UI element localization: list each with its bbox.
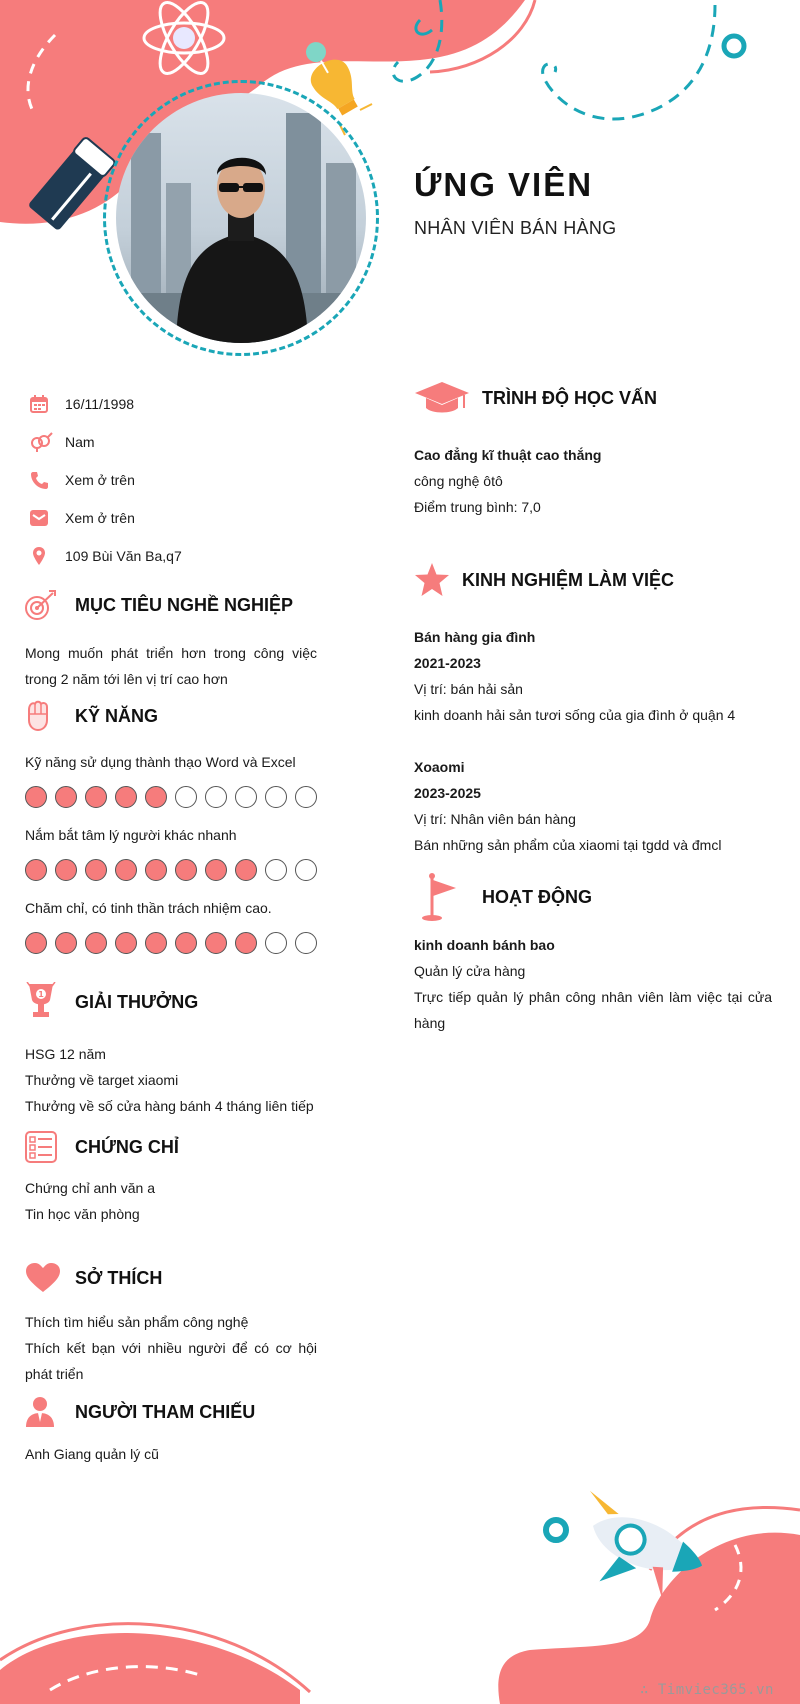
rating-dot-filled — [25, 859, 47, 881]
job-company: Bán hàng gia đình — [414, 629, 536, 645]
hobbies-list — [25, 1309, 317, 1387]
list-item: Thưởng về target xiaomi — [25, 1072, 179, 1088]
certificates-list — [25, 1175, 155, 1227]
job-description: Bán những sản phẩm của xiaomi tại tgdd và đmcl — [414, 837, 722, 853]
experience-job-2 — [414, 754, 721, 858]
activities-title: HOẠT ĐỘNG — [482, 886, 592, 907]
list-item: Thích kết bạn với nhiều người để có cơ hội phát triển — [25, 1340, 317, 1382]
awards-title: GIẢI THƯỞNG — [75, 991, 199, 1012]
section-objective-header — [25, 590, 293, 620]
trophy-icon — [25, 982, 75, 1022]
skill-rating-3 — [25, 932, 317, 954]
info-phone: Xem ở trên — [25, 461, 325, 499]
gender-icon — [25, 432, 65, 452]
rating-dot-empty — [295, 859, 317, 881]
list-item: Tin học văn phòng — [25, 1206, 140, 1222]
svg-text:1: 1 — [38, 990, 44, 999]
rating-dot-filled — [85, 932, 107, 954]
person-icon — [25, 1396, 75, 1428]
hobbies-title: SỞ THÍCH — [75, 1267, 163, 1288]
skill-name-1: Kỹ năng sử dụng thành thạo Word và Excel — [25, 754, 296, 770]
section-education-header — [414, 380, 657, 416]
rating-dot-filled — [55, 859, 77, 881]
candidate-name: ỨNG VIÊN — [414, 166, 594, 203]
skill-rating-1 — [25, 786, 317, 808]
skills-title: KỸ NĂNG — [75, 705, 159, 726]
section-activities-header — [414, 872, 592, 922]
job-company: Xoaomi — [414, 759, 465, 775]
heart-icon — [25, 1262, 75, 1294]
experience-job-1 — [414, 624, 735, 728]
email-icon — [25, 509, 65, 527]
activity-role: Quản lý cửa hàng — [414, 963, 526, 979]
info-address: 109 Bùi Văn Ba,q7 — [25, 537, 325, 575]
section-awards-header — [25, 982, 198, 1022]
references-title: NGƯỜI THAM CHIẾU — [75, 1401, 256, 1422]
info-gender: Nam — [25, 423, 325, 461]
education-major: công nghệ ôtô — [414, 473, 503, 489]
rating-dot-empty — [205, 786, 227, 808]
rating-dot-filled — [55, 932, 77, 954]
calendar-icon — [25, 394, 65, 414]
skill-rating-2 — [25, 859, 317, 881]
profile-photo-frame — [103, 80, 379, 356]
job-position: Vị trí: Nhân viên bán hàng — [414, 811, 576, 827]
job-period: 2023-2025 — [414, 785, 481, 801]
job-period: 2021-2023 — [414, 655, 481, 671]
rating-dot-filled — [145, 786, 167, 808]
experience-title: KINH NGHIỆM LÀM VIỆC — [462, 569, 675, 590]
objective-title: MỤC TIÊU NGHỀ NGHIỆP — [75, 594, 294, 615]
profile-photo — [116, 93, 366, 343]
education-school: Cao đẳng kĩ thuật cao thắng — [414, 447, 602, 463]
rating-dot-filled — [25, 786, 47, 808]
awards-list — [25, 1041, 314, 1119]
rating-dot-filled — [85, 786, 107, 808]
education-details — [414, 442, 601, 520]
section-references-header — [25, 1396, 255, 1428]
rating-dot-filled — [205, 859, 227, 881]
skill-name-2: Nắm bắt tâm lý người khác nhanh — [25, 827, 237, 843]
objective-text: Mong muốn phát triển hơn trong công việc trong 2 năm tới lên vị trí cao hơn — [25, 645, 317, 687]
education-gpa: Điểm trung bình: 7,0 — [414, 499, 541, 515]
education-title: TRÌNH ĐỘ HỌC VẤN — [482, 387, 657, 408]
certificates-title: CHỨNG CHỈ — [75, 1136, 179, 1157]
job-description: kinh doanh hải sản tươi sống của gia đình ở quận 4 — [414, 707, 736, 723]
job-position: Vị trí: bán hải sản — [414, 681, 523, 697]
rating-dot-filled — [115, 859, 137, 881]
rating-dot-filled — [85, 859, 107, 881]
list-item: Chứng chỉ anh văn a — [25, 1180, 156, 1196]
rating-dot-empty — [295, 786, 317, 808]
activities-details — [414, 932, 772, 1036]
section-certificates-header — [25, 1131, 179, 1163]
rating-dot-filled — [175, 932, 197, 954]
flag-icon — [414, 872, 482, 922]
rating-dot-filled — [25, 932, 47, 954]
rating-dot-filled — [115, 932, 137, 954]
activity-name: kinh doanh bánh bao — [414, 937, 555, 953]
info-email: Xem ở trên — [25, 499, 325, 537]
section-experience-header — [414, 562, 674, 598]
graduation-cap-icon — [414, 380, 482, 416]
star-icon — [414, 562, 462, 598]
target-icon — [25, 590, 75, 620]
rating-dot-filled — [115, 786, 137, 808]
info-birthdate: 16/11/1998 — [25, 385, 325, 423]
brand-watermark: ∴ Timviec365.vn — [640, 1682, 774, 1698]
rating-dot-empty — [235, 786, 257, 808]
activity-description: Trực tiếp quản lý phân công nhân viên làm việc tại cửa hàng — [414, 989, 772, 1031]
list-item: Thưởng về số cửa hàng bánh 4 tháng liên tiếp — [25, 1098, 314, 1114]
list-item: Thích tìm hiểu sản phẩm công nghệ — [25, 1314, 249, 1330]
rating-dot-filled — [175, 859, 197, 881]
rating-dot-filled — [55, 786, 77, 808]
rating-dot-filled — [145, 932, 167, 954]
rating-dot-empty — [265, 859, 287, 881]
rating-dot-filled — [145, 859, 167, 881]
location-icon — [25, 546, 65, 566]
checklist-icon — [25, 1131, 75, 1163]
footer-decoration — [0, 1460, 800, 1704]
rating-dot-empty — [265, 932, 287, 954]
phone-icon — [25, 470, 65, 490]
fist-icon — [25, 700, 75, 732]
section-hobbies-header — [25, 1262, 162, 1294]
rating-dot-empty — [295, 932, 317, 954]
rating-dot-filled — [235, 932, 257, 954]
rating-dot-filled — [205, 932, 227, 954]
rating-dot-empty — [175, 786, 197, 808]
rating-dot-filled — [235, 859, 257, 881]
personal-info — [25, 385, 325, 575]
rating-dot-empty — [265, 786, 287, 808]
candidate-role: NHÂN VIÊN BÁN HÀNG — [414, 218, 617, 238]
skill-name-3: Chăm chỉ, có tinh thần trách nhiệm cao. — [25, 900, 272, 916]
list-item: Anh Giang quản lý cũ — [25, 1446, 159, 1462]
section-skills-header — [25, 700, 158, 732]
list-item: HSG 12 năm — [25, 1046, 106, 1062]
